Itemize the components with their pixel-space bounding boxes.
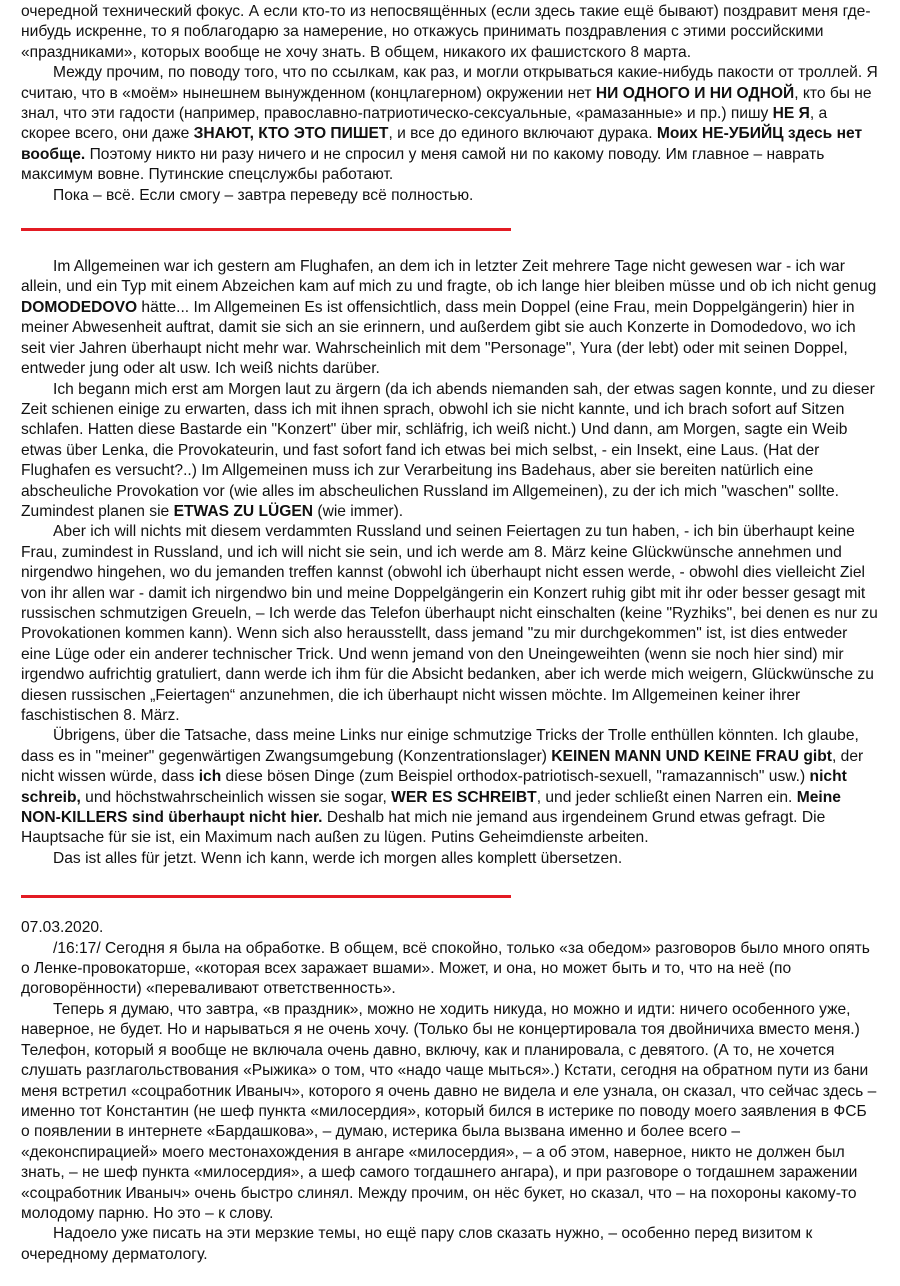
- bold-text-run: НЕ Я: [772, 105, 810, 123]
- bold-text-run: DOMODEDOVO: [21, 298, 138, 316]
- paragraph: [21, 186, 879, 206]
- text-run: Теперь я думаю, что завтра, «в праздник», можно не ходить никуда, но можно и идти: ничего особенного уже, наверное, не будет. Но и нарываться я не очень хочу. (Только бы не концертировала тоя двойничиха вместо меня.) Телефон, который я вообще не включала очень давно, включу, как и планировала, с девятого. (А то, не хочется слушать разглагольствования «Рыжика» о том, что «надо чаще мыться».) Кстати, сегодня на обратном пути из бани меня встретил «соцработник Иваныч», которого я очень давно не видела и еле узнала, он сказал, что сейчас здесь – именно тот Константин (не шеф пункта «милосердия», который бился в истерике по поводу моего заявления в ФСБ о появлении в интернете «Бардашкова», – думаю, истерика была вызвана именно и более всего – «деконспирацией» моего местонахождения в ангаре «милосердия», – а об этом, наверное, никто не должен был знать, – не шеф пункта «милосердия», а шеф самого тогдашнего ангара), и при разговоре о тогдашнем заражении «соцработник Иваныч» очень быстро слинял. Между прочим, он нёс букет, но сказал, что – на похороны какому-то молодому парню. Но это – к слову.: [21, 1000, 877, 1222]
- text-run: hätte... Im Allgemeinen Es ist offensichtlich, dass mein Doppel (eine Frau, mein Doppelgängerin) hier in meiner Abwesenheit auftrat, damit sie sich an sie erinnern, und außerdem gibt sie auch Konzerte in Domodedovo, wo ich seit vier Jahren überhaupt nicht mehr war. Wahrscheinlich mit dem "Personage", Yura (der lebt) oder mit seinen Doppel, entweder jung oder alt usw. Ich weiß nichts darüber.: [21, 298, 856, 378]
- paragraph: [21, 522, 879, 726]
- text-run: /16:17/ Сегодня я была на обработке. В общем, всё спокойно, только «за обедом» разговоров было много опять о Ленке-провокаторше, «которая всех заражает вшами». Может, и она, но может быть и то, что на неё (по договорённости) «переваливают ответственность».: [21, 939, 870, 998]
- bold-text-run: WER ES SCHREIBT: [391, 788, 537, 806]
- russian-section-top: [21, 0, 879, 206]
- bold-text-run: НИ ОДНОГО И НИ ОДНОЙ: [595, 84, 795, 102]
- paragraph: [21, 939, 879, 1000]
- bold-text-run: Моих НЕ-УБИЙЦ здесь нет вообще.: [21, 125, 863, 163]
- paragraph: [21, 726, 879, 848]
- text-run: Пока – всё. Если смогу – завтра переведу всё полностью.: [53, 186, 474, 204]
- paragraph: [21, 2, 879, 63]
- text-run: Поэтому никто ни разу ничего и не спросил у меня самой ни по какому поводу. Им главное – наврать максимум вовне. Путинские спецслужбы работают.: [21, 145, 825, 184]
- paragraph: [21, 63, 879, 185]
- paragraph: [21, 849, 879, 869]
- text-run: Ich begann mich erst am Morgen laut zu ärgern (da ich abends niemanden sah, der etwas sagen konnte, und zu dieser Zeit schienen einige zu erwarten, dass ich mit ihnen sprach, obwohl ich sie nicht kannte, und ich brach sofort auf Sitzen schlafen. Hatten diese Bastarde ein "Konzert" über mir, schläfrig, ich weiß nicht.) Und dann, am Morgen, sagte ein Weib etwas über Lenka, die Provokateurin, und fast sofort fand ich etwas bei mich selbst, - ein Insekt, eine Laus. (Hat der Flughafen es versucht?..) Im Allgemeinen muss ich zur Verarbeitung ins Badehaus, aber sie bereiten natürlich eine abscheuliche Provokation vor (wie alles im abscheulichen Russland im Allgemeinen), zu der ich mich "waschen" sollte. Zumindest planen sie: [21, 380, 875, 520]
- text-run: , а скорее всего, они даже: [21, 105, 828, 143]
- text-run: Deshalb hat mich nie jemand aus irgendeinem Grund etwas gefragt. Die Hauptsache für sie ist, ein Maximum nach außen zu lügen. Putins Geheimdienste arbeiten.: [21, 809, 826, 847]
- bold-text-run: ich: [198, 768, 222, 786]
- bold-text-run: Meine NON-KILLERS sind überhaupt nicht hier.: [21, 788, 841, 827]
- text-run: diese bösen Dinge (zum Beispiel orthodox-patriotisch-sexuell, "ramazannisch" usw.): [221, 768, 810, 786]
- bold-text-run: nicht schreib,: [21, 768, 847, 806]
- bold-text-run: ЗНАЮТ, КТО ЭТО ПИШЕТ: [193, 125, 389, 143]
- text-run: , der nicht wissen würde, dass: [21, 747, 864, 786]
- text-run: , кто бы не знал, что эти гадости (например, православно-патриотическо-сексуальные, «рамазанные» и пр.) пишу: [21, 84, 872, 123]
- bold-text-run: KEINEN MANN UND KEINE FRAU gibt: [551, 747, 832, 765]
- red-divider-1: [21, 228, 511, 231]
- text-run: Надоело уже писать на эти мерзкие темы, но ещё пару слов сказать нужно, – особенно перед визитом к очередному дерматологу.: [21, 1225, 813, 1263]
- russian-diary-entry-section: [21, 918, 879, 1265]
- text-run: , und jeder schließt einen Narren ein.: [536, 788, 797, 806]
- text-run: Aber ich will nichts mit diesem verdammten Russland und seinen Feiertagen zu tun haben, - ich bin überhaupt keine Frau, zumindest in Russland, und ich will nicht sie sein, und ich werde am 8. März keine Glückwünsche annehmen und nirgendwo hingehen, wo du jemanden treffen kannst (obwohl ich überhaupt nicht essen werde, - obwohl dies vielleicht Ziel von ihr allen war - damit ich nirgendwo bin und meine Doppelgängerin ein Konzert ruhig gibt mit ihr oder besser gesagt mit russischen schmutzigen Greueln, – Ich werde das Telefon überhaupt nicht einschalten (keine "Ryzhiks", bei denen es nur zu Provokationen kommen kann). Wenn sich also herausstellt, dass jemand "zu mir durchgekommen" ist, ist dies entweder eine Lüge oder ein anderer technischer Trick. Und wenn jemand von den Uneingeweihten (wenn sie noch hier sind) mir irgendwo aufrichtig gratuliert, dann werde ich ihm für die Absicht bedanken, aber ich werde mich weigern, Glückwünsche zu diesen russischen „Feiertagen“ anzunehmen, die ich überhaupt nicht wissen möchte. Im Allgemeinen keiner ihrer faschistischen 8. März.: [21, 523, 878, 724]
- bold-text-run: ETWAS ZU LÜGEN: [173, 502, 314, 520]
- paragraph: [21, 1000, 879, 1224]
- german-translation-section: [21, 257, 879, 869]
- paragraph: [21, 257, 879, 379]
- red-divider-2: [21, 895, 511, 898]
- paragraph: [21, 1224, 879, 1265]
- paragraph: [21, 380, 879, 523]
- text-run: und höchstwahrscheinlich wissen sie sogar,: [80, 788, 392, 806]
- text-run: Übrigens, über die Tatsache, dass meine Links nur einige schmutzige Tricks der Trolle enthüllen könnten. Ich glaube, dass es in "meiner" gegenwärtigen Zwangsumgebung (Konzentrationslager): [21, 727, 859, 765]
- text-run: Между прочим, по поводу того, что по ссылкам, как раз, и могли открываться какие-нибудь пакости от троллей. Я считаю, что в «моём» нынешнем вынужденном (концлагерном) окружении нет: [21, 64, 878, 102]
- text-run: , и все до единого включают дурака.: [388, 125, 657, 143]
- text-run: Im Allgemeinen war ich gestern am Flughafen, an dem ich in letzter Zeit mehrere Tage nicht gewesen war - ich war allein, und ein Typ mit einem Abzeichen kam auf mich zu und fragte, ob ich lange hier bleiben müsse und ob ich nicht genug: [21, 258, 877, 296]
- text-run: очередной технический фокус. А если кто-то из непосвящённых (если здесь такие ещё бывают) поздравит меня где-нибудь искренне, то я поблагодарю за намерение, но откажусь принимать поздравления с этими российскими «праздниками», которых вообще не хочу знать. В общем, никакого их фашистского 8 марта.: [21, 3, 871, 61]
- text-run: (wie immer).: [313, 502, 404, 520]
- text-run: Das ist alles für jetzt. Wenn ich kann, werde ich morgen alles komplett übersetzen.: [53, 849, 623, 867]
- text-run: 07.03.2020.: [21, 919, 104, 937]
- paragraph: [21, 918, 879, 938]
